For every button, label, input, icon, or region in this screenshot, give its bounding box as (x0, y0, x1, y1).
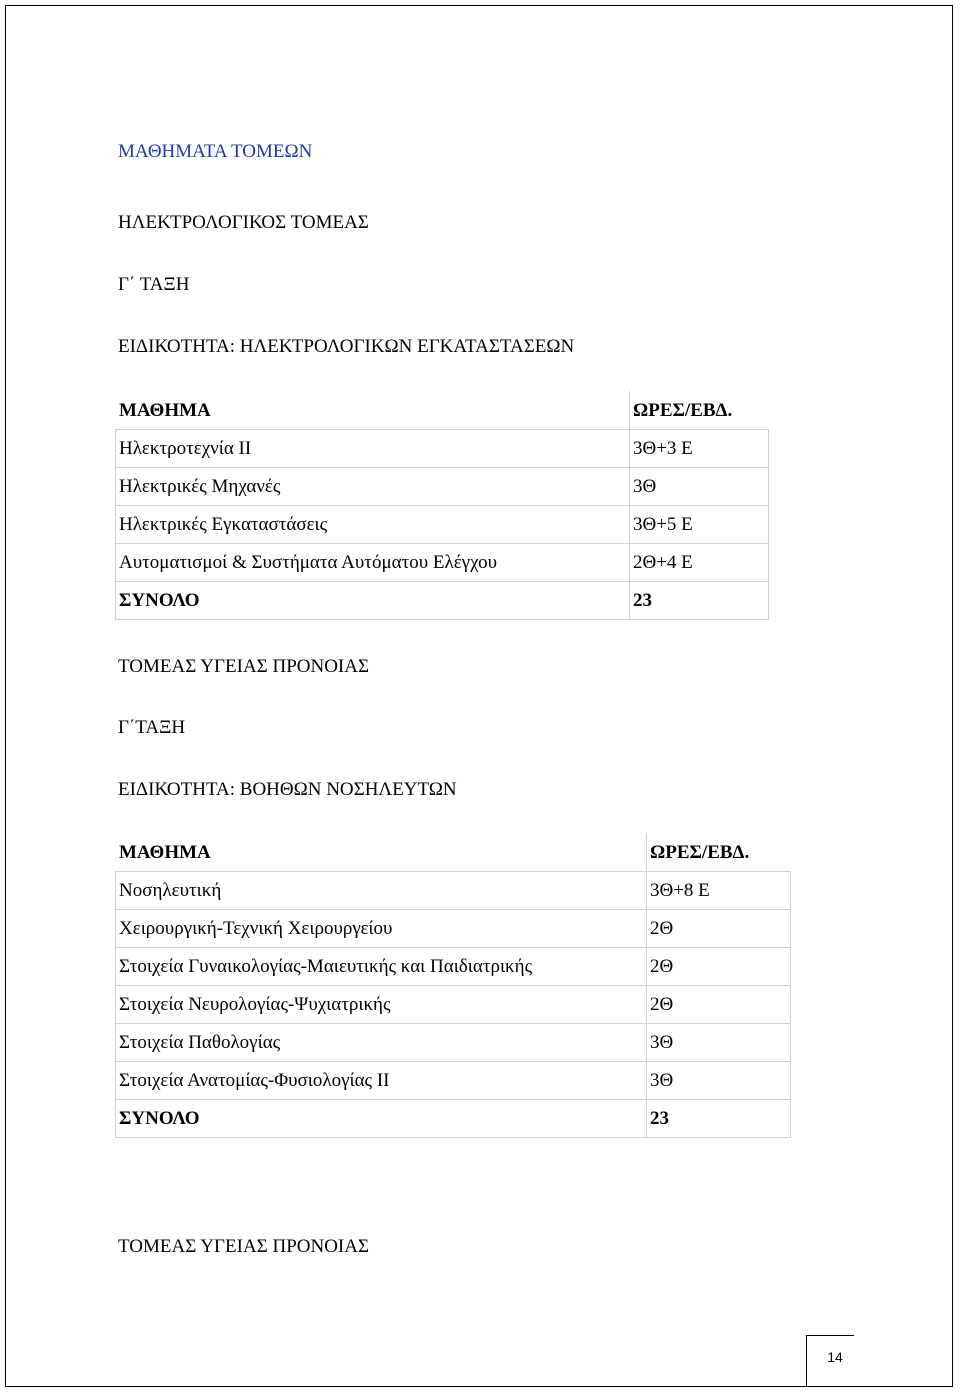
grade-heading: Γ΄ ΤΑΞΗ (118, 274, 190, 295)
course-cell: Στοιχεία Ανατομίας-Φυσιολογίας ΙΙ (116, 1062, 647, 1100)
courses-table-nursing (115, 833, 791, 1138)
header-hours: ΩΡΕΣ/ΕΒΔ. (630, 392, 769, 430)
table-row (116, 468, 769, 506)
table-header-row (116, 392, 769, 430)
table-header-row (116, 834, 791, 872)
hours-cell: 3Θ+3 Ε (630, 430, 769, 468)
course-cell: Ηλεκτρικές Εγκαταστάσεις (116, 506, 630, 544)
course-cell: Χειρουργική-Τεχνική Χειρουργείου (116, 910, 647, 948)
table-row (116, 948, 791, 986)
specialty-heading: ΕΙΔΙΚΟΤΗΤΑ: ΒΟΗΘΩΝ ΝΟΣΗΛΕΥΤΩΝ (118, 779, 457, 800)
header-hours: ΩΡΕΣ/ΕΒΔ. (647, 834, 791, 872)
hours-cell: 2Θ (647, 948, 791, 986)
table-row (116, 506, 769, 544)
total-label: ΣΥΝΟΛΟ (116, 1100, 647, 1138)
course-cell: Νοσηλευτική (116, 872, 647, 910)
header-course: ΜΑΘΗΜΑ (116, 392, 630, 430)
total-label: ΣΥΝΟΛΟ (116, 582, 630, 620)
header-course: ΜΑΘΗΜΑ (116, 834, 647, 872)
course-cell: Στοιχεία Γυναικολογίας-Μαιευτικής και Παιδιατρικής (116, 948, 647, 986)
table-row (116, 910, 791, 948)
total-value: 23 (630, 582, 769, 620)
table-row (116, 1024, 791, 1062)
specialty-heading: ΕΙΔΙΚΟΤΗΤΑ: ΗΛΕΚΤΡΟΛΟΓΙΚΩΝ ΕΓΚΑΤΑΣΤΑΣΕΩΝ (118, 336, 575, 357)
page-title: ΜΑΘΗΜΑΤΑ ΤΟΜΕΩΝ (118, 141, 313, 162)
hours-cell: 2Θ+4 Ε (630, 544, 769, 582)
hours-cell: 3Θ (647, 1062, 791, 1100)
course-cell: Ηλεκτρικές Μηχανές (116, 468, 630, 506)
sector-heading-health: ΤΟΜΕΑΣ ΥΓΕΙΑΣ ΠΡΟΝΟΙΑΣ (118, 656, 370, 677)
sector-heading-electrical: ΗΛΕΚΤΡΟΛΟΓΙΚΟΣ ΤΟΜΕΑΣ (118, 212, 369, 233)
page-number: 14 (827, 1349, 843, 1365)
course-cell: Στοιχεία Νευρολογίας-Ψυχιατρικής (116, 986, 647, 1024)
hours-cell: 2Θ (647, 986, 791, 1024)
hours-cell: 2Θ (647, 910, 791, 948)
total-value: 23 (647, 1100, 791, 1138)
course-cell: Ηλεκτροτεχνία ΙΙ (116, 430, 630, 468)
grade-heading: Γ΄ΤΑΞΗ (118, 717, 186, 738)
table-row (116, 986, 791, 1024)
courses-table-electrical (115, 391, 769, 620)
course-cell: Αυτοματισμοί & Συστήματα Αυτόματου Ελέγχου (116, 544, 630, 582)
table-total-row (116, 1100, 791, 1138)
table-row (116, 872, 791, 910)
sector-heading-health-2: ΤΟΜΕΑΣ ΥΓΕΙΑΣ ΠΡΟΝΟΙΑΣ (118, 1236, 370, 1257)
hours-cell: 3Θ+5 Ε (630, 506, 769, 544)
table-row (116, 1062, 791, 1100)
hours-cell: 3Θ (647, 1024, 791, 1062)
course-cell: Στοιχεία Παθολογίας (116, 1024, 647, 1062)
table-row (116, 430, 769, 468)
hours-cell: 3Θ (630, 468, 769, 506)
table-row (116, 544, 769, 582)
hours-cell: 3Θ+8 Ε (647, 872, 791, 910)
table-total-row (116, 582, 769, 620)
